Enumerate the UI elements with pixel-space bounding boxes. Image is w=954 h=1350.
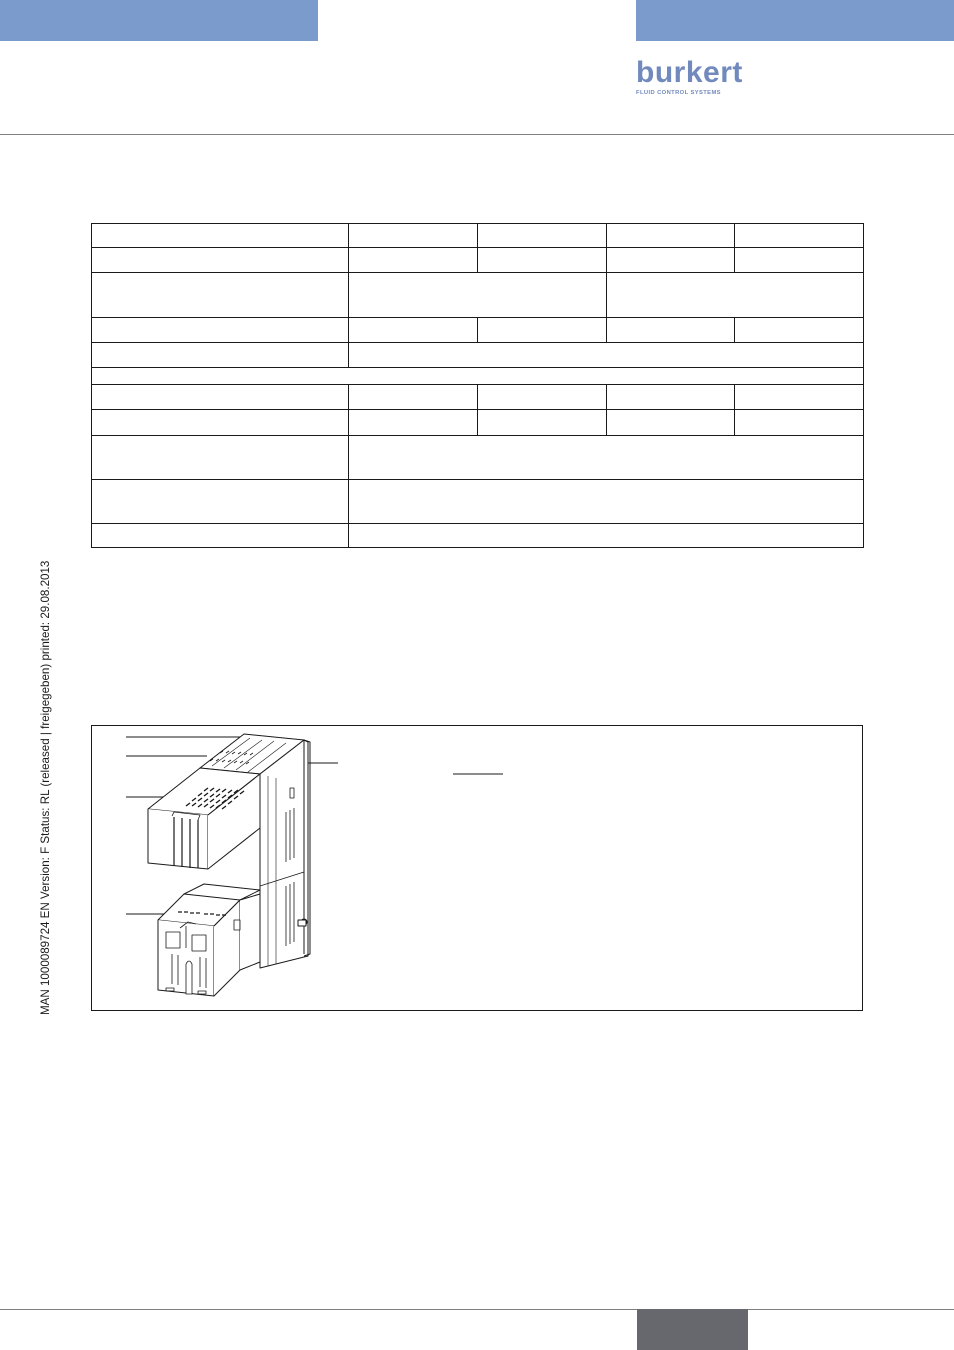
table-cell: [349, 343, 864, 368]
table-cell: [607, 385, 735, 410]
table-row: [92, 436, 864, 480]
table-row: [92, 524, 864, 548]
table-cell: [92, 480, 349, 524]
footer-rule: [0, 1309, 954, 1310]
table-cell: [349, 318, 478, 343]
document-status-note: MAN 1000089724 EN Version: F Status: RL (released | freigegeben) printed: 29.08.2013: [39, 560, 52, 1015]
table-cell: [92, 248, 349, 273]
table-cell: [607, 224, 735, 248]
table-cell: [735, 318, 864, 343]
table-cell: [478, 318, 607, 343]
table-cell: [607, 318, 735, 343]
table-cell: [92, 385, 349, 410]
table-cell: [92, 343, 349, 368]
table-cell: [607, 248, 735, 273]
table-cell: [478, 248, 607, 273]
table-row: [92, 273, 864, 318]
table-cell: [92, 524, 349, 548]
table-cell: [607, 273, 864, 318]
io-module-drawing-icon: [92, 726, 862, 1010]
table-cell: [735, 410, 864, 436]
table-cell: [92, 224, 349, 248]
table-cell: [92, 436, 349, 480]
table-cell: [349, 224, 478, 248]
table-cell: [349, 410, 478, 436]
table-cell: [478, 410, 607, 436]
table-row: [92, 480, 864, 524]
table-cell: [607, 410, 735, 436]
page-number-tab: [637, 1309, 748, 1350]
table-cell: [349, 273, 607, 318]
table-cell: [478, 224, 607, 248]
header-band-right: [636, 0, 954, 41]
table-row: [92, 248, 864, 273]
table-cell: [92, 410, 349, 436]
table-row: [92, 385, 864, 410]
table-cell: [349, 436, 864, 480]
table-row: [92, 224, 864, 248]
logo-wordmark: burkert: [636, 56, 743, 89]
table-row: [92, 368, 864, 385]
header-rule: [0, 134, 954, 135]
table-row: [92, 318, 864, 343]
table-cell: [92, 368, 864, 385]
table-cell: [349, 385, 478, 410]
table-cell: [735, 385, 864, 410]
burkert-logo: [636, 56, 743, 98]
table-cell: [349, 248, 478, 273]
table-cell: [735, 224, 864, 248]
table-cell: [478, 385, 607, 410]
table-cell: [735, 248, 864, 273]
logo-tagline: FLUID CONTROL SYSTEMS: [636, 90, 721, 96]
table-row: [92, 410, 864, 436]
figure-frame: [91, 725, 863, 1011]
table-row: [92, 343, 864, 368]
table-cell: [92, 273, 349, 318]
table-cell: [349, 524, 864, 548]
table-cell: [92, 318, 349, 343]
table-cell: [349, 480, 864, 524]
header-band-left: [0, 0, 318, 41]
spec-table: [91, 223, 864, 548]
